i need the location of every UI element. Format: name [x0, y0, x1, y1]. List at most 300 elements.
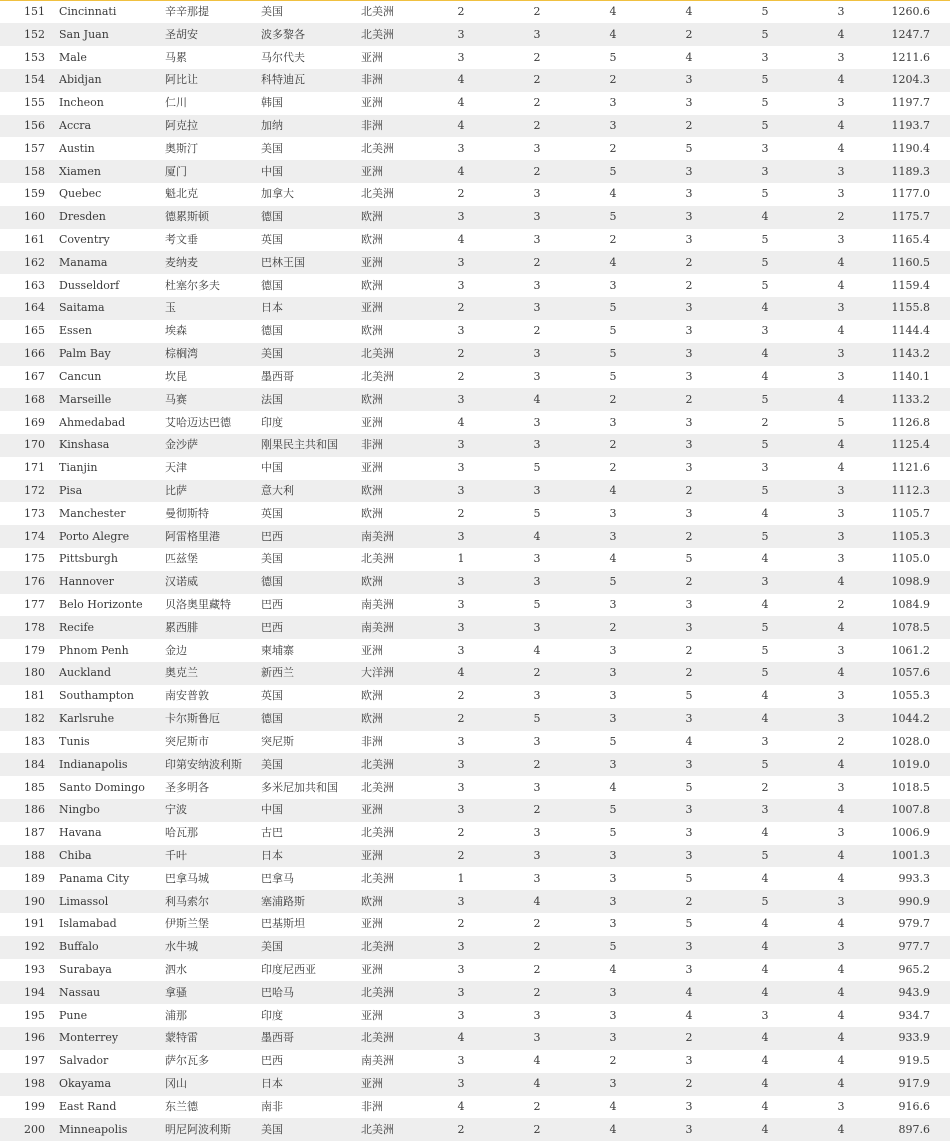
score-2-cell: 3: [533, 210, 541, 224]
rank-cell: 163: [24, 278, 45, 292]
score-3-cell: 2: [609, 233, 617, 247]
score-5-cell: 5: [761, 620, 769, 634]
score-4-cell: 4: [685, 734, 693, 748]
continent-cell: 北美洲: [361, 780, 394, 794]
score-4-cell: 2: [685, 666, 693, 680]
city-cn-cell: 艾哈迈达巴德: [165, 415, 231, 429]
score-2-cell: 5: [533, 712, 541, 726]
score-2-cell: 2: [533, 985, 541, 999]
city-cn-cell: 阿比让: [165, 73, 198, 87]
table-row: [0, 366, 950, 389]
rank-cell: 188: [24, 848, 45, 862]
score-3-cell: 3: [609, 598, 617, 612]
city-cn-cell: 天津: [165, 461, 187, 475]
country-cell: 美国: [261, 552, 283, 566]
score-1-cell: 3: [457, 575, 465, 589]
continent-cell: 非洲: [361, 734, 383, 748]
total-score-cell: 1019.0: [891, 757, 930, 771]
score-1-cell: 3: [457, 643, 465, 657]
score-4-cell: 3: [685, 1054, 693, 1068]
table-row: [0, 525, 950, 548]
score-6-cell: 2: [837, 734, 845, 748]
score-1-cell: 4: [457, 164, 465, 178]
score-4-cell: 3: [685, 164, 693, 178]
total-score-cell: 1125.4: [891, 438, 930, 452]
score-5-cell: 3: [761, 50, 769, 64]
score-3-cell: 2: [609, 438, 617, 452]
country-cell: 美国: [261, 940, 283, 954]
country-cell: 墨西哥: [261, 1031, 294, 1045]
city-en-cell: Accra: [59, 118, 92, 132]
score-4-cell: 3: [685, 803, 693, 817]
score-1-cell: 2: [457, 347, 465, 361]
continent-cell: 欧洲: [361, 392, 383, 406]
table-row: [0, 571, 950, 594]
table-row: [0, 890, 950, 913]
score-3-cell: 4: [609, 255, 617, 269]
city-cn-cell: 泗水: [165, 963, 187, 977]
score-4-cell: 3: [685, 210, 693, 224]
rank-cell: 174: [24, 529, 45, 543]
rank-cell: 169: [24, 415, 45, 429]
score-3-cell: 3: [609, 506, 617, 520]
country-cell: 日本: [261, 301, 283, 315]
score-5-cell: 4: [761, 506, 769, 520]
city-en-cell: Austin: [59, 141, 95, 155]
score-5-cell: 5: [761, 278, 769, 292]
continent-cell: 北美洲: [361, 347, 394, 361]
score-1-cell: 3: [457, 324, 465, 338]
total-score-cell: 1165.4: [891, 233, 930, 247]
score-1-cell: 3: [457, 461, 465, 475]
country-cell: 巴哈马: [261, 985, 294, 999]
city-en-cell: Southampton: [59, 689, 134, 703]
score-5-cell: 5: [761, 187, 769, 201]
rank-cell: 200: [24, 1122, 45, 1136]
score-6-cell: 2: [837, 598, 845, 612]
table-row: [0, 115, 950, 138]
city-cn-cell: 金边: [165, 643, 187, 657]
country-cell: 美国: [261, 1122, 283, 1136]
city-en-cell: Marseille: [59, 392, 112, 406]
city-cn-cell: 贝洛奥里藏特: [165, 598, 231, 612]
city-cn-cell: 考文垂: [165, 233, 198, 247]
score-5-cell: 5: [761, 96, 769, 110]
score-4-cell: 2: [685, 575, 693, 589]
score-3-cell: 2: [609, 461, 617, 475]
score-6-cell: 3: [837, 826, 845, 840]
total-score-cell: 934.7: [898, 1008, 930, 1022]
score-6-cell: 4: [837, 848, 845, 862]
score-2-cell: 4: [533, 643, 541, 657]
score-4-cell: 2: [685, 278, 693, 292]
continent-cell: 亚洲: [361, 415, 383, 429]
table-row: [0, 388, 950, 411]
country-cell: 巴西: [261, 598, 283, 612]
score-4-cell: 3: [685, 347, 693, 361]
rank-cell: 168: [24, 392, 45, 406]
city-cn-cell: 魁北克: [165, 187, 198, 201]
continent-cell: 亚洲: [361, 643, 383, 657]
table-row: [0, 936, 950, 959]
score-2-cell: 2: [533, 963, 541, 977]
score-3-cell: 4: [609, 1099, 617, 1113]
city-cn-cell: 杜塞尔多夫: [165, 278, 220, 292]
continent-cell: 亚洲: [361, 848, 383, 862]
score-4-cell: 3: [685, 438, 693, 452]
continent-cell: 亚洲: [361, 1008, 383, 1022]
score-5-cell: 4: [761, 826, 769, 840]
rank-cell: 197: [24, 1054, 45, 1068]
score-3-cell: 5: [609, 50, 617, 64]
score-5-cell: 2: [761, 415, 769, 429]
city-cn-cell: 哈瓦那: [165, 826, 198, 840]
score-4-cell: 2: [685, 643, 693, 657]
total-score-cell: 993.3: [898, 871, 930, 885]
score-3-cell: 2: [609, 141, 617, 155]
continent-cell: 南美洲: [361, 598, 394, 612]
city-en-cell: Auckland: [59, 666, 112, 680]
rank-cell: 181: [24, 689, 45, 703]
country-cell: 德国: [261, 210, 283, 224]
score-5-cell: 5: [761, 529, 769, 543]
table-row: [0, 343, 950, 366]
total-score-cell: 943.9: [898, 985, 930, 999]
score-4-cell: 3: [685, 415, 693, 429]
score-5-cell: 4: [761, 917, 769, 931]
total-score-cell: 1126.8: [891, 415, 930, 429]
rank-cell: 161: [24, 233, 45, 247]
score-4-cell: 4: [651, 1, 727, 24]
score-6-cell: 4: [837, 620, 845, 634]
score-2-cell: 4: [533, 392, 541, 406]
continent-cell: 欧洲: [361, 894, 383, 908]
score-4-cell: 4: [685, 50, 693, 64]
score-6-cell: 5: [837, 415, 845, 429]
score-2-cell: 3: [533, 575, 541, 589]
score-1-cell: 4: [457, 666, 465, 680]
city-en-cell: Saitama: [59, 301, 105, 315]
score-5-cell: 2: [761, 780, 769, 794]
score-5-cell: 4: [761, 871, 769, 885]
continent-cell: 北美洲: [361, 826, 394, 840]
city-cn-cell: 阿克拉: [165, 118, 198, 132]
table-row: [0, 913, 950, 936]
table-row: [0, 1073, 950, 1096]
score-5-cell: 3: [761, 164, 769, 178]
score-2-cell: 2: [533, 1099, 541, 1113]
score-1-cell: 2: [457, 917, 465, 931]
total-score-cell: 897.6: [898, 1122, 930, 1136]
table-row: [0, 616, 950, 639]
city-cn-cell: 仁川: [165, 96, 187, 110]
city-en-cell: Pune: [59, 1008, 88, 1022]
city-cn-cell: 坎昆: [165, 369, 187, 383]
rank-cell: 191: [24, 917, 45, 931]
city-cn-cell: 累西腓: [165, 620, 198, 634]
score-2-cell: 2: [533, 50, 541, 64]
continent-cell: 北美洲: [361, 187, 394, 201]
table-row: [0, 320, 950, 343]
score-2-cell: 3: [533, 141, 541, 155]
score-3-cell: 3: [609, 757, 617, 771]
country-cell: 英国: [261, 233, 283, 247]
continent-cell: 北美洲: [361, 1031, 394, 1045]
country-cell: 德国: [261, 278, 283, 292]
total-score-cell: 1197.7: [891, 96, 930, 110]
total-score-cell: 1098.9: [891, 575, 930, 589]
city-en-cell: Porto Alegre: [59, 529, 130, 543]
score-3-cell: 3: [609, 278, 617, 292]
country-cell: 美国: [261, 347, 283, 361]
score-1-cell: 2: [457, 1122, 465, 1136]
country-cell: 英国: [261, 506, 283, 520]
city-en-cell: Cancun: [59, 369, 102, 383]
table-row: [0, 548, 950, 571]
continent-cell: 欧洲: [361, 712, 383, 726]
score-4-cell: 3: [685, 757, 693, 771]
city-en-cell: Quebec: [59, 187, 102, 201]
score-2-cell: 4: [533, 1077, 541, 1091]
score-3-cell: 3: [609, 118, 617, 132]
rank-cell: 194: [24, 985, 45, 999]
table-row: [0, 799, 950, 822]
city-cn-cell: 南安普敦: [165, 689, 209, 703]
total-score-cell: 1140.1: [891, 369, 930, 383]
rank-cell: 195: [24, 1008, 45, 1022]
table-row: [0, 845, 950, 868]
score-3-cell: 5: [609, 575, 617, 589]
score-6-cell: 4: [837, 141, 845, 155]
score-1-cell: 3: [457, 803, 465, 817]
score-5-cell: 4: [761, 1099, 769, 1113]
score-4-cell: 3: [685, 96, 693, 110]
continent-cell: 北美洲: [361, 369, 394, 383]
score-2-cell: 5: [533, 506, 541, 520]
continent-cell: 亚洲: [361, 803, 383, 817]
city-en-cell: Ahmedabad: [59, 415, 126, 429]
total-score-cell: 916.6: [898, 1099, 930, 1113]
continent-cell: 亚洲: [361, 50, 383, 64]
score-6-cell: 3: [837, 187, 845, 201]
score-6-cell: 4: [837, 803, 845, 817]
score-1-cell: 2: [457, 689, 465, 703]
country-cell: 塞浦路斯: [261, 894, 305, 908]
rank-cell: 183: [24, 734, 45, 748]
score-2-cell: 3: [533, 27, 541, 41]
table-row: [0, 251, 950, 274]
score-3-cell: 5: [609, 369, 617, 383]
score-1-cell: 3: [457, 438, 465, 452]
score-6-cell: 3: [837, 643, 845, 657]
country-cell: 德国: [261, 575, 283, 589]
score-4-cell: 2: [685, 392, 693, 406]
city-en-cell: Phnom Penh: [59, 643, 129, 657]
city-en-cell: Belo Horizonte: [59, 598, 143, 612]
score-1-cell: 3: [457, 529, 465, 543]
table-row: [0, 23, 950, 46]
city-en-cell: Surabaya: [59, 963, 112, 977]
total-score-cell: 917.9: [898, 1077, 930, 1091]
city-en-cell: Dusseldorf: [59, 278, 120, 292]
score-6-cell: 4: [837, 917, 845, 931]
total-score-cell: 1177.0: [891, 187, 930, 201]
total-score-cell: 1078.5: [891, 620, 930, 634]
score-1-cell: 1: [457, 871, 465, 885]
score-1-cell: 3: [457, 50, 465, 64]
table-row: [0, 1096, 950, 1119]
score-5-cell: 3: [761, 575, 769, 589]
rank-cell: 187: [24, 826, 45, 840]
score-6-cell: 4: [837, 985, 845, 999]
score-6-cell: 4: [837, 1077, 845, 1091]
score-5-cell: 3: [761, 141, 769, 155]
score-5-cell: 4: [761, 985, 769, 999]
score-3-cell: 4: [609, 963, 617, 977]
score-6-cell: 4: [837, 666, 845, 680]
score-1-cell: 3: [457, 255, 465, 269]
continent-cell: 大洋洲: [361, 666, 394, 680]
score-1-cell: 3: [457, 940, 465, 954]
score-3-cell: 3: [609, 712, 617, 726]
table-row: [0, 1050, 950, 1073]
city-en-cell: Recife: [59, 620, 95, 634]
score-5-cell: 4: [761, 210, 769, 224]
score-1-cell: 4: [457, 1031, 465, 1045]
score-5-cell: 4: [761, 963, 769, 977]
score-5-cell: 5: [761, 233, 769, 247]
city-en-cell: Incheon: [59, 96, 104, 110]
score-6-cell: 4: [837, 871, 845, 885]
rank-cell: 189: [24, 871, 45, 885]
country-cell: 日本: [261, 1077, 283, 1091]
city-cn-cell: 明尼阿波利斯: [165, 1122, 231, 1136]
table-row: [0, 822, 950, 845]
score-3-cell: 3: [609, 666, 617, 680]
score-3-cell: 3: [609, 917, 617, 931]
score-1-cell: 3: [457, 734, 465, 748]
city-cn-cell: 埃森: [165, 324, 187, 338]
total-score-cell: 1121.6: [891, 461, 930, 475]
score-3-cell: 2: [609, 1054, 617, 1068]
country-cell: 意大利: [261, 483, 294, 497]
score-3-cell: 3: [609, 415, 617, 429]
score-6-cell: 3: [837, 940, 845, 954]
continent-cell: 北美洲: [361, 27, 394, 41]
country-cell: 新西兰: [261, 666, 294, 680]
city-cn-cell: 水牛城: [165, 940, 198, 954]
score-4-cell: 2: [685, 1031, 693, 1045]
city-cn-cell: 棕榈湾: [165, 347, 198, 361]
score-5-cell: 5: [761, 118, 769, 132]
city-en-cell: Essen: [59, 324, 92, 338]
score-6-cell: 4: [837, 73, 845, 87]
score-4-cell: 2: [685, 27, 693, 41]
city-cn-cell: 拿骚: [165, 985, 187, 999]
score-5-cell: 5: [761, 483, 769, 497]
score-5-cell: 4: [761, 369, 769, 383]
score-5-cell: 4: [761, 301, 769, 315]
score-2-cell: 3: [533, 1008, 541, 1022]
city-en-cell: Kinshasa: [59, 438, 110, 452]
total-score-cell: 1204.3: [891, 73, 930, 87]
country-cell: 巴西: [261, 1054, 283, 1068]
rank-cell: 172: [24, 483, 45, 497]
score-5-cell: 4: [761, 940, 769, 954]
country-cell: 英国: [261, 689, 283, 703]
score-4-cell: 2: [685, 255, 693, 269]
score-4-cell: 3: [685, 461, 693, 475]
score-1-cell: 2: [457, 506, 465, 520]
score-5-cell: 4: [761, 552, 769, 566]
score-3-cell: 5: [609, 803, 617, 817]
city-en-cell: Okayama: [59, 1077, 112, 1091]
score-3-cell: 5: [609, 826, 617, 840]
score-5-cell: 5: [761, 643, 769, 657]
continent-cell: 北美洲: [361, 141, 394, 155]
city-en-cell: Palm Bay: [59, 347, 111, 361]
score-1-cell: 3: [457, 141, 465, 155]
score-3-cell: 4: [609, 780, 617, 794]
continent-cell: 非洲: [361, 1099, 383, 1113]
total-score-cell: 1105.3: [891, 529, 930, 543]
score-6-cell: 3: [837, 529, 845, 543]
total-score-cell: 1044.2: [891, 712, 930, 726]
city-en-cell: Indianapolis: [59, 757, 128, 771]
score-2-cell: 5: [533, 461, 541, 475]
score-4-cell: 3: [685, 1099, 693, 1113]
total-score-cell: 1061.2: [891, 643, 930, 657]
city-cn-cell: 千叶: [165, 848, 187, 862]
score-2-cell: 2: [533, 118, 541, 132]
score-2-cell: 2: [533, 1122, 541, 1136]
score-4-cell: 4: [685, 1008, 693, 1022]
rank-cell: 184: [24, 757, 45, 771]
score-4-cell: 3: [685, 301, 693, 315]
score-3-cell: 5: [609, 164, 617, 178]
city-en-cell: Abidjan: [59, 73, 102, 87]
score-5-cell: 3: [761, 1008, 769, 1022]
score-2-cell: 3: [533, 871, 541, 885]
rank-cell: 155: [24, 96, 45, 110]
rank-cell: 185: [24, 780, 45, 794]
country-cell: 多米尼加共和国: [261, 780, 338, 794]
continent-cell: 北美洲: [361, 552, 394, 566]
rank-cell: 160: [24, 210, 45, 224]
city-en-cell: Tianjin: [59, 461, 98, 475]
score-3-cell: 3: [609, 848, 617, 862]
score-6-cell: 3: [837, 164, 845, 178]
score-6-cell: 4: [837, 278, 845, 292]
rank-cell: 175: [24, 552, 45, 566]
score-3-cell: 4: [609, 1122, 617, 1136]
rank-cell: 159: [24, 187, 45, 201]
table-row: [0, 457, 950, 480]
city-cn-cell: 圣多明各: [165, 780, 209, 794]
rank-cell: 165: [24, 324, 45, 338]
table-row: [0, 1118, 950, 1141]
rank-cell: 196: [24, 1031, 45, 1045]
score-5-cell: 3: [761, 324, 769, 338]
score-2-cell: 3: [533, 1031, 541, 1045]
score-2-cell: 3: [533, 438, 541, 452]
rank-cell: 178: [24, 620, 45, 634]
rank-cell: 193: [24, 963, 45, 977]
country-cell: 日本: [261, 848, 283, 862]
table-row: [0, 69, 950, 92]
total-score-cell: 1007.8: [891, 803, 930, 817]
table-row: [0, 411, 950, 434]
